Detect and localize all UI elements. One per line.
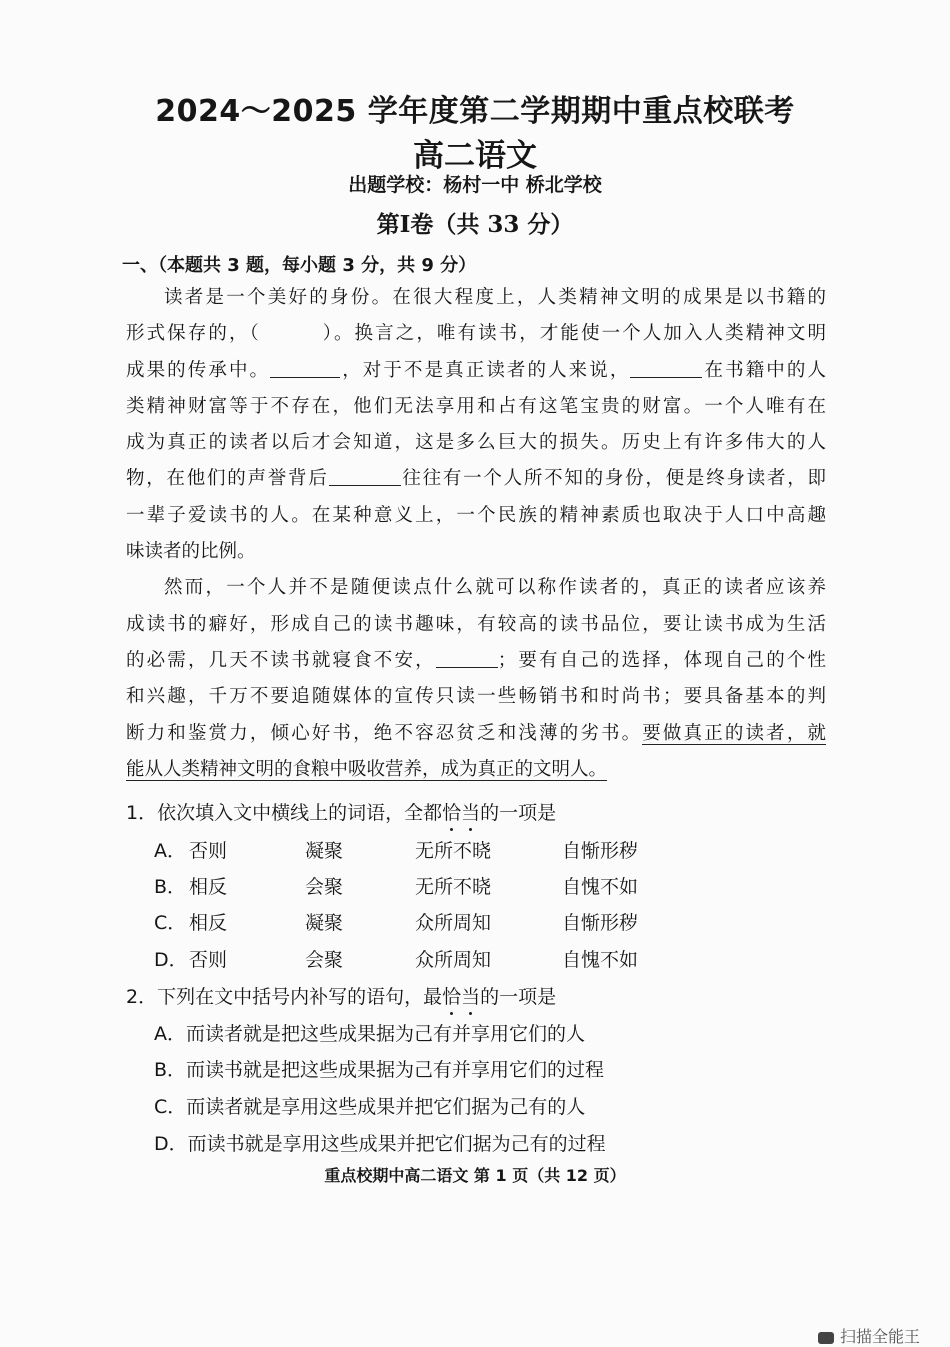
- q1-option-word: 凝聚: [305, 840, 344, 862]
- passage-line: 成读书的癖好，形成自己的读书趣味，有较高的读书品位，要让读书成为生活: [126, 613, 826, 635]
- page-footer: 重点校期中高二语文 第 1 页（共 12 页）: [324, 1166, 626, 1185]
- passage-line: 读者是一个美好的身份。在很大程度上，人类精神文明的成果是以书籍的: [164, 287, 826, 308]
- underlined-sentence: 要做真正的读者，就: [642, 722, 826, 744]
- exam-title: 2024～2025 学年度第二学期期中重点校联考: [155, 94, 795, 129]
- passage-line: 味读者的比例。: [126, 541, 256, 563]
- question-2-stem: 2．下列在文中括号内补写的语句，最恰当的一项是: [126, 986, 557, 1008]
- question-1-stem: 1．依次填入文中横线上的词语，全都恰当的一项是: [126, 802, 557, 824]
- subject-title: 高二语文: [413, 138, 537, 174]
- q1-option-word: 无所不晓: [415, 840, 492, 862]
- q2-option: A．而读者就是把这些成果据为己有并享用它们的人: [154, 1023, 585, 1045]
- q1-option-letter: A．: [154, 840, 186, 862]
- q2-option: B．而读书就是把这些成果据为己有并享用它们的过程: [154, 1059, 605, 1081]
- blank-1: [270, 357, 340, 378]
- q1-option-word: 否则: [189, 840, 228, 862]
- passage-line: 的必需，几天不读书就寝食不安， ；要有自己的选择，体现自己的个性: [126, 643, 826, 679]
- q1-option-letter: D．: [154, 949, 188, 971]
- reading-passage: [126, 280, 826, 788]
- section-heading: 一、（本题共 3 题，每小题 3 分，共 9 分）: [122, 255, 477, 276]
- passage-line: 和兴趣，千万不要追随媒体的宣传只读一些畅销书和时尚书；要具备基本的判: [126, 686, 826, 708]
- blank-3: [329, 465, 401, 486]
- blank-4: [436, 647, 498, 668]
- q1-option-word: 相反: [189, 876, 228, 898]
- passage-line: [126, 752, 826, 788]
- q1-option-word: 相反: [189, 912, 228, 934]
- volume-heading: 第Ⅰ卷（共 33 分）: [376, 211, 574, 238]
- q1-option-letter: B．: [154, 876, 187, 898]
- q1-option-word: 自惭形秽: [562, 840, 639, 862]
- q1-option-word: 自愧不如: [562, 876, 639, 898]
- passage-line: 一辈子爱读书的人。在某种意义上，一个民族的精神素质也取决于人口中高趣: [126, 504, 826, 526]
- q1-option-word: 无所不晓: [415, 876, 492, 898]
- passage-line: 然而，一个人并不是随便读点什么就可以称作读者的，真正的读者应该养: [164, 577, 826, 599]
- blank-2: [630, 357, 702, 378]
- schools-line: 出题学校：杨村一中 桥北学校: [348, 174, 602, 196]
- q2-option: C．而读者就是享用这些成果并把它们据为己有的人: [154, 1096, 586, 1118]
- passage-line: 形式保存的，（ ）。换言之，唯有读书，才能使一个人加入人类精神文明: [126, 323, 826, 345]
- q1-option-word: 会聚: [305, 876, 344, 898]
- passage-line: 成果的传承中。 ，对于不是真正读者的人来说， 在书籍中的人: [126, 353, 826, 389]
- scanner-watermark: 扫描全能王: [818, 1324, 920, 1347]
- passage-line: 成为真正的读者以后才会知道，这是多么巨大的损失。历史上有许多伟大的人: [126, 432, 826, 454]
- passage-line: 断力和鉴赏力，倾心好书，绝不容忍贫乏和浅薄的劣书。要做真正的读者，就: [126, 722, 826, 744]
- q1-option-letter: C．: [154, 912, 187, 934]
- q1-option-word: 众所周知: [415, 912, 492, 934]
- q1-option-word: 否则: [189, 949, 228, 971]
- scanner-logo-icon: [818, 1332, 834, 1344]
- q1-option-word: 凝聚: [305, 912, 344, 934]
- q2-option: D．而读书就是享用这些成果并把它们据为己有的过程: [154, 1133, 606, 1155]
- q1-option-word: 众所周知: [415, 949, 492, 971]
- q1-option-word: 自愧不如: [562, 949, 639, 971]
- passage-line: 类精神财富等于不存在，他们无法享用和占有这笔宝贵的财富。一个人唯有在: [126, 395, 826, 417]
- q1-option-word: 自惭形秽: [562, 912, 639, 934]
- passage-line: 物，在他们的声誉背后 往往有一个人所不知的身份，便是终身读者，即: [126, 461, 826, 497]
- q1-option-word: 会聚: [305, 949, 344, 971]
- underlined-sentence: 能从人类精神文明的食粮中吸收营养，成为真正的文明人。: [126, 758, 608, 780]
